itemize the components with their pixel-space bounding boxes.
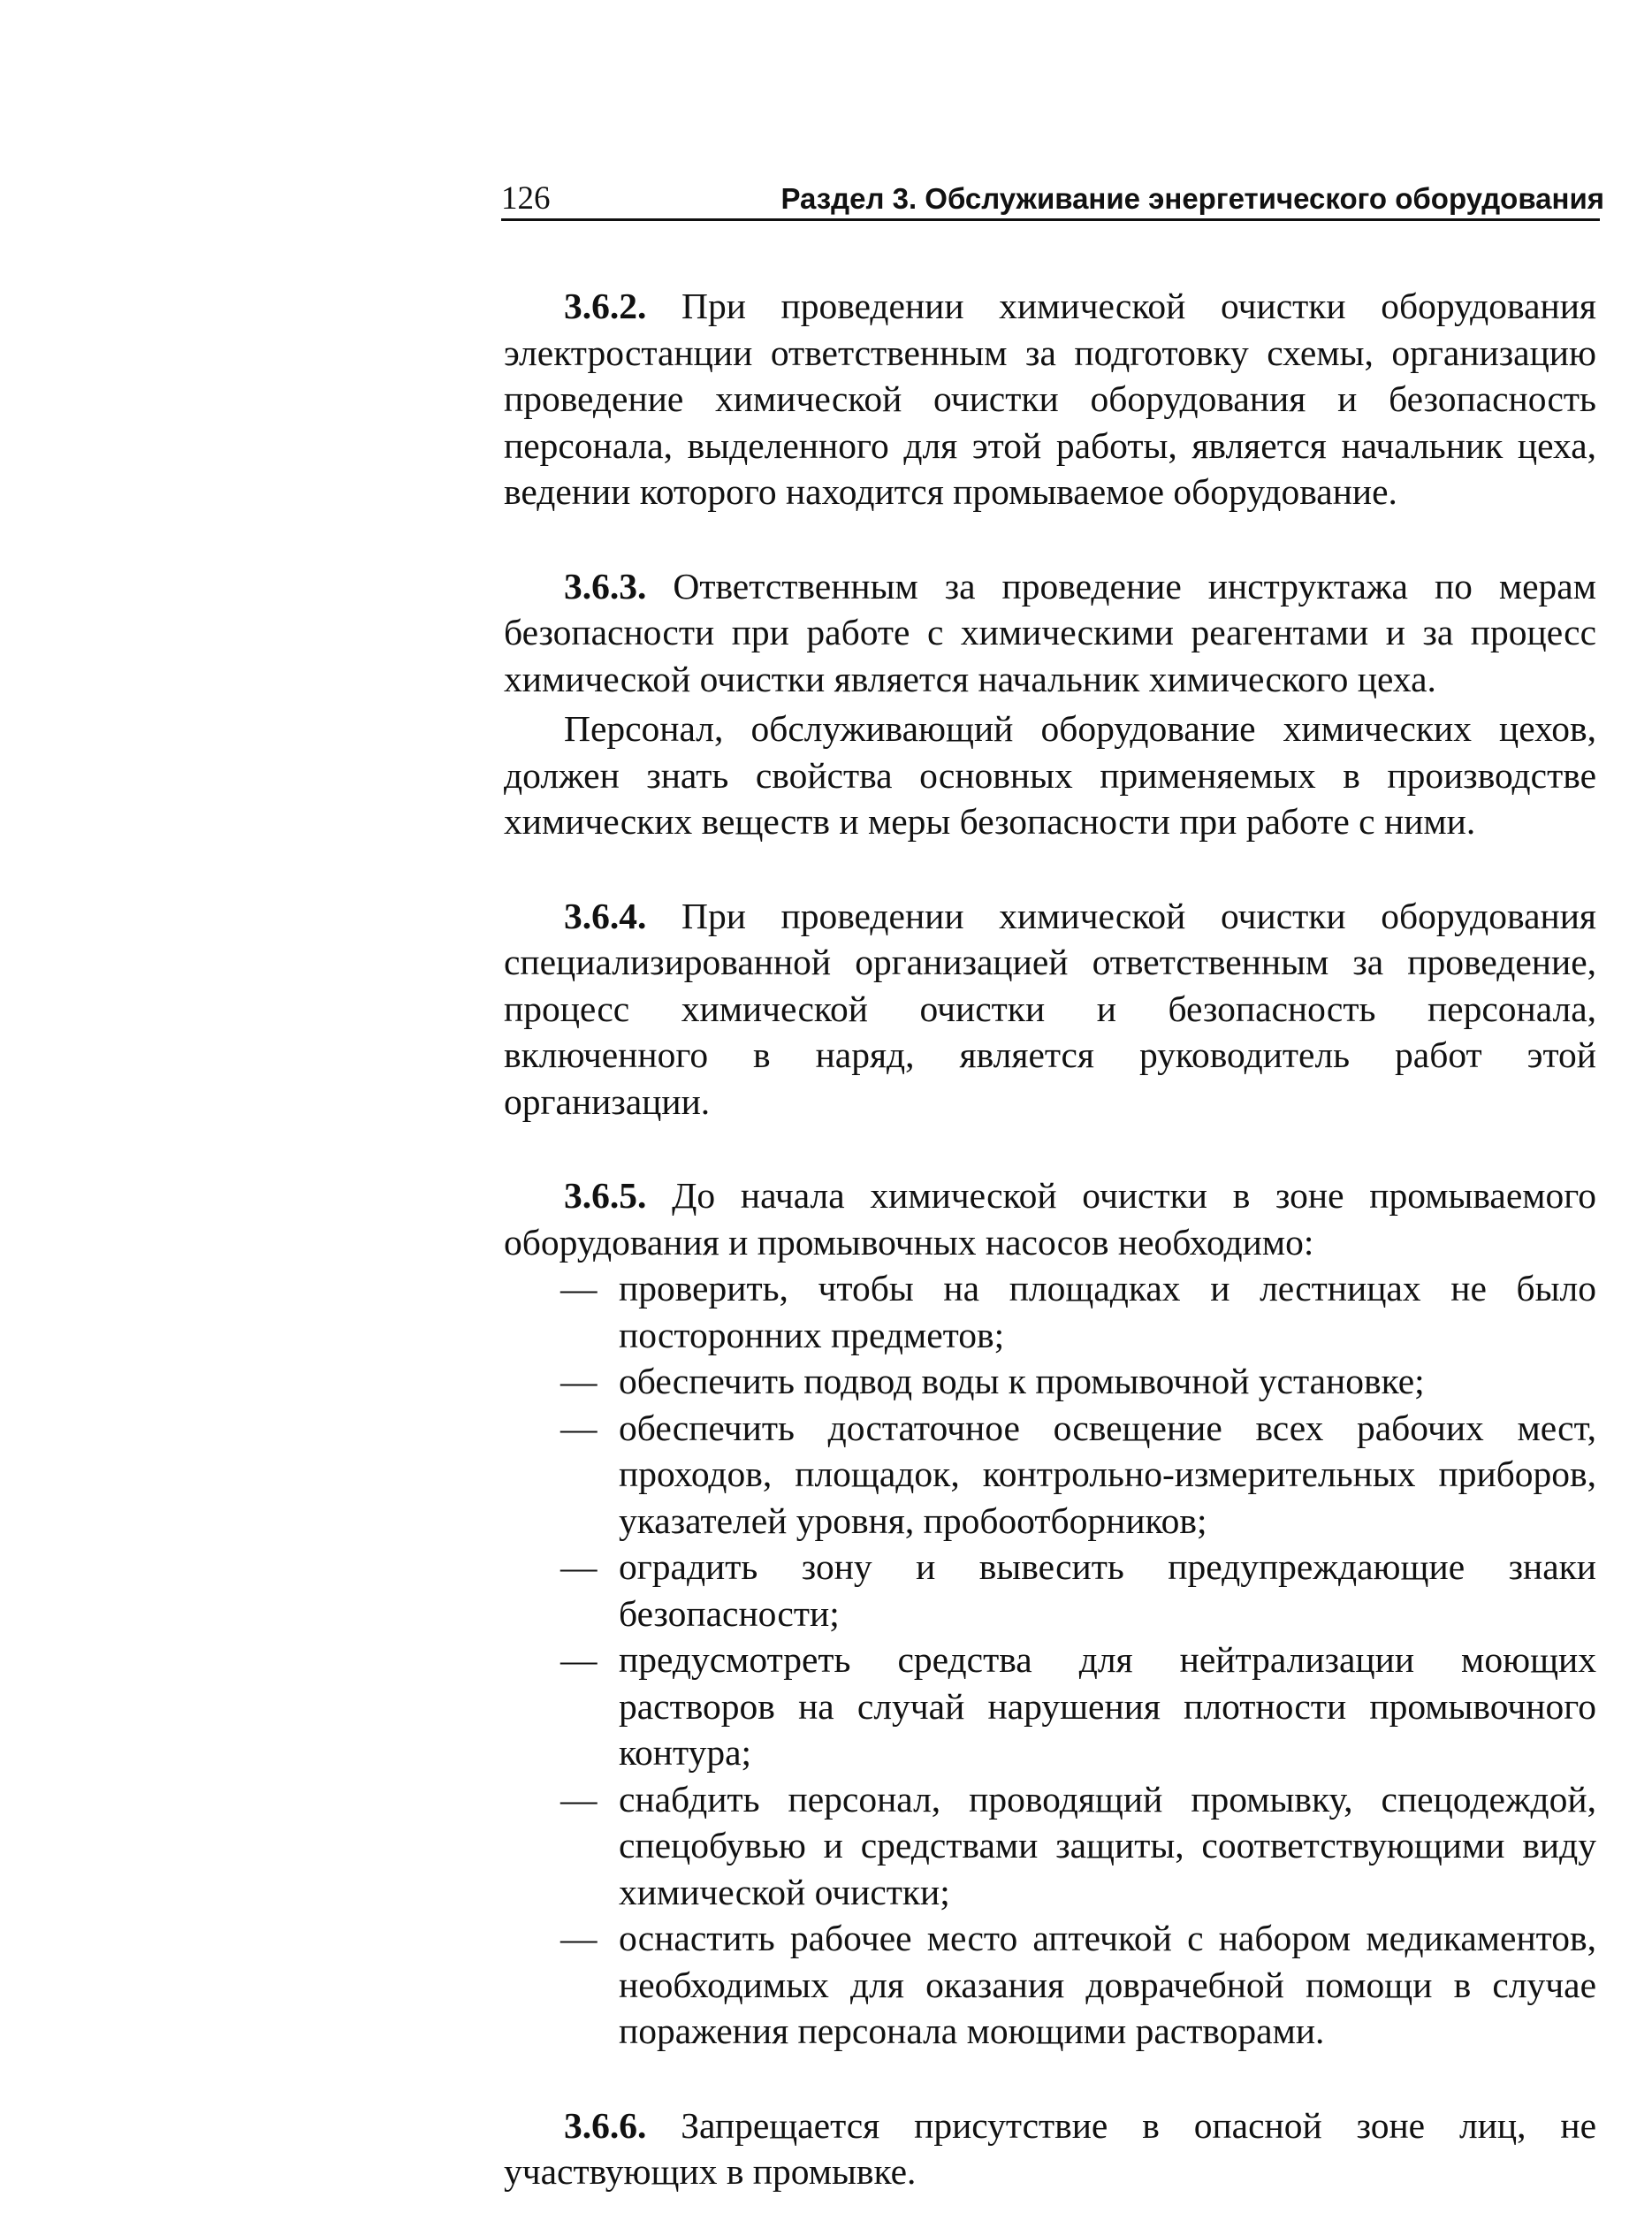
dash-marker: — [560, 1407, 598, 1448]
list-item [504, 1358, 1596, 1405]
section-text: При проведении химической очистки оборудования электростанции ответственным за подготовку схемы, организацию проведение химической очистки оборудования и безопасность персонала, выделенного для этой работы, является начальник цеха, ведении которого находится промываемое оборудование. [504, 286, 1597, 512]
list-item-text: обеспечить достаточное освещение всех рабочих мест, проходов, площадок, контрольно-измерительных приборов, указателей уровня, пробоотборников; [619, 1407, 1596, 1541]
list-item [504, 1776, 1596, 1916]
list-item [504, 1637, 1596, 1776]
header-rule [501, 218, 1600, 221]
dash-marker: — [560, 1639, 598, 1680]
list-item [504, 1915, 1596, 2055]
list-item [504, 1544, 1596, 1637]
dash-marker: — [560, 1361, 598, 1401]
list-item-text: снабдить персонал, проводящий промывку, спецодеждой, спецобувью и средствами защиты, соответствующими виду химической очистки; [619, 1778, 1596, 1912]
page-body [504, 283, 1596, 2195]
dash-marker: — [560, 1778, 598, 1820]
section-number: 3.6.2. [564, 286, 647, 326]
requirements-list [504, 1265, 1596, 2055]
list-item-text: проверить, чтобы на площадках и лестницах не было посторонних предметов; [619, 1268, 1596, 1355]
section-3-6-4 [504, 893, 1596, 1125]
section-number: 3.6.4. [564, 895, 647, 936]
section-number: 3.6.6. [564, 2104, 647, 2146]
section-text: Запрещается присутствие в опасной зоне лиц, не участвующих в промывке. [504, 2104, 1597, 2192]
list-item [504, 1265, 1596, 1358]
section-text: При проведении химической очистки оборудования специализированной организацией ответственным за проведение, процесс химической очистки и безопасность персонала, включенного в наряд, является руководитель работ этой организации. [504, 895, 1597, 1122]
section-text: Ответственным за проведение инструктажа по мерам безопасности при работе с химическими реагентами и за процесс химической очистки является начальник химического цеха. [504, 565, 1596, 699]
section-number: 3.6.3. [564, 565, 647, 607]
dash-marker: — [560, 1268, 598, 1309]
section-3-6-6 [504, 2102, 1596, 2195]
page-number: 126 [501, 180, 551, 217]
page-header [501, 177, 1604, 223]
running-title: Раздел 3. Обслуживание энергетического оборудования [780, 182, 1604, 215]
dash-marker: — [560, 1546, 598, 1587]
section-text: До начала химической очистки в зоне промываемого оборудования и промывочных насосов необходимо: [504, 1175, 1596, 1263]
list-item-text: оснастить рабочее место аптечкой с набором медикаментов, необходимых для оказания доврачебной помощи в случае поражения персонала моющими растворами. [619, 1918, 1596, 2051]
section-3-6-3-paragraph-2: Персонал, обслуживающий оборудование химических цехов, должен знать свойства основных применяемых в производстве химических веществ и меры безопасности при работе с ними. [504, 708, 1596, 842]
list-item-text: предусмотреть средства для нейтрализации моющих растворов на случай нарушения плотности промывочного контура; [619, 1639, 1596, 1773]
dash-marker: — [560, 1918, 598, 1958]
section-3-6-2 [504, 283, 1596, 515]
section-3-6-5 [504, 1172, 1596, 1265]
list-item-text: оградить зону и вывесить предупреждающие знаки безопасности; [619, 1546, 1596, 1634]
list-item-text: обеспечить подвод воды к промывочной установке; [619, 1361, 1425, 1401]
section-number: 3.6.5. [564, 1175, 647, 1216]
section-3-6-3 [504, 563, 1596, 703]
list-item [504, 1405, 1596, 1545]
